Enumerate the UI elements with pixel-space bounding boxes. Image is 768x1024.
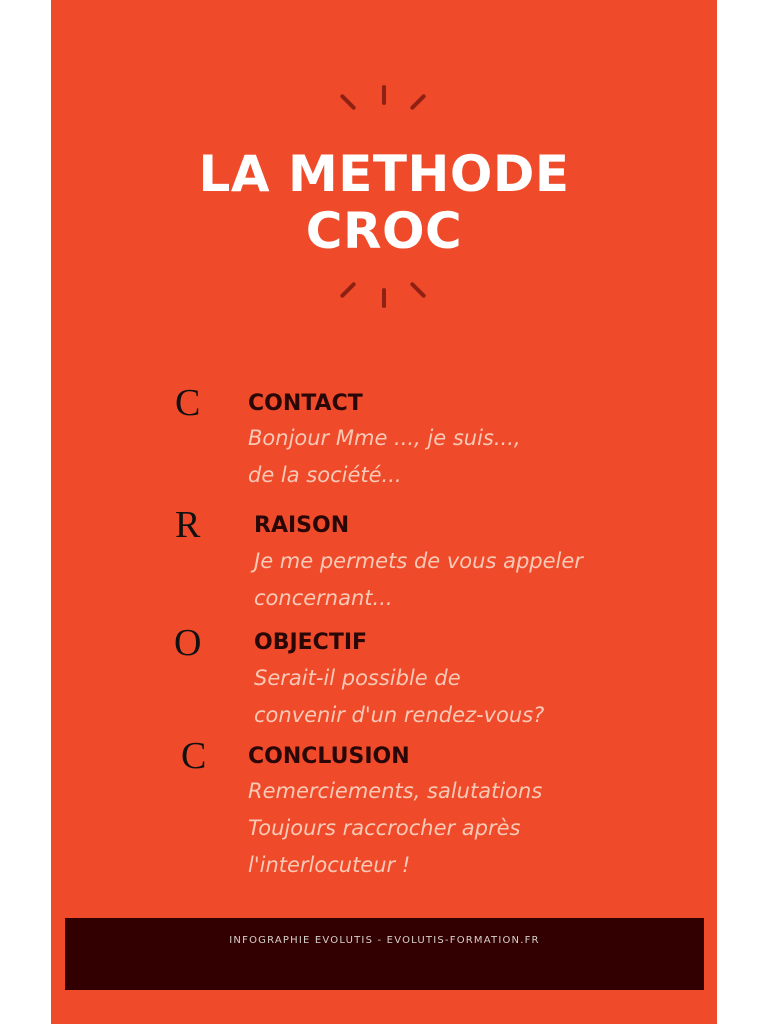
step-description-objectif [254,660,544,734]
infographic-card [51,0,717,1024]
step-letter-contact: C [175,382,201,424]
footer-banner [65,918,704,990]
description-line: l'interlocuteur ! [248,853,411,877]
description-line: concernant... [254,586,393,610]
description-line: Remerciements, salutations [248,779,543,803]
step-heading-conclusion: CONCLUSION [248,744,410,769]
description-line: convenir d'un rendez-vous? [254,703,545,727]
top-ray-left [340,94,357,111]
step-description-contact [248,420,521,494]
description-line: de la société... [248,463,402,487]
page-title-line-2: CROC [305,202,463,260]
description-line: Serait-il possible de [254,666,461,690]
bottom-ray-center [382,288,386,308]
description-line: Toujours raccrocher après [248,816,521,840]
top-ray-right [410,94,427,111]
bottom-ray-right [410,282,427,299]
step-description-raison [254,543,583,617]
step-letter-raison: R [175,504,201,546]
step-heading-raison: RAISON [254,513,350,538]
description-line: Bonjour Mme ..., je suis..., [248,426,521,450]
top-ray-center [382,85,386,105]
description-line: Je me permets de vous appeler [254,549,583,573]
step-letter-objectif: O [174,622,202,664]
step-heading-contact: CONTACT [248,391,363,416]
step-description-conclusion [248,773,542,884]
step-letter-conclusion: C [181,735,207,777]
step-heading-objectif: OBJECTIF [254,630,368,655]
footer-credit: INFOGRAPHIE EVOLUTIS - EVOLUTIS-FORMATION.FR [229,935,540,946]
bottom-ray-left [340,282,357,299]
page-title-line-1: LA METHODE [198,145,570,203]
